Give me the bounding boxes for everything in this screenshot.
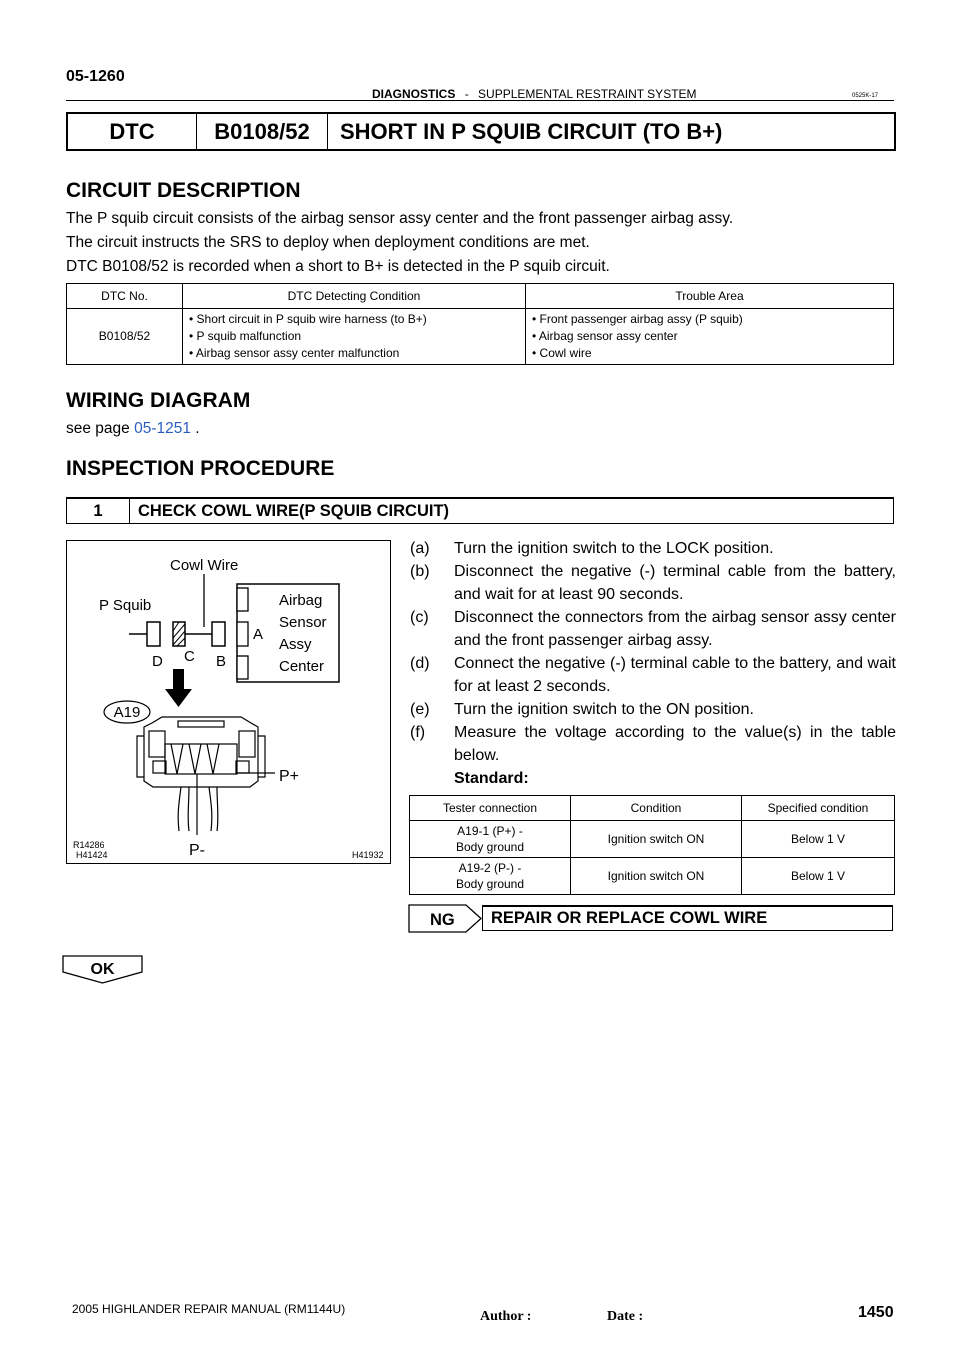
step-text: Disconnect the connectors from the airbag sensor assy center and the front passenger airbag assy.	[454, 609, 896, 649]
step-item	[410, 560, 896, 606]
arrow-down-icon	[165, 669, 192, 707]
see-page-suffix: .	[190, 420, 200, 437]
conn-line-1: A19-1 (P+) -	[457, 824, 523, 838]
cowl-connector-b	[212, 622, 225, 646]
area-item: • Airbag sensor assy center	[532, 329, 678, 343]
terminal-b-label: B	[216, 653, 227, 670]
conn-line-2: Body ground	[455, 840, 525, 854]
ref-code-2: H41424	[76, 850, 108, 860]
step-item	[410, 606, 896, 652]
author-date-line	[480, 1309, 643, 1325]
table-row	[67, 309, 894, 365]
step-item	[410, 537, 896, 560]
airbag-label-2: Sensor	[279, 614, 327, 631]
circuit-line-3: DTC B0108/52 is recorded when a short to B+ is detected in the P squib circuit.	[66, 258, 610, 275]
condition-item: • P squib malfunction	[189, 329, 302, 343]
circuit-line-1: The P squib circuit consists of the airbag sensor assy center and the front passenger airbag assy.	[66, 210, 734, 227]
section-subtitle: SUPPLEMENTAL RESTRAINT SYSTEM	[478, 87, 697, 101]
conn-line-2: Body ground	[455, 877, 525, 891]
p-plus-label: P+	[279, 768, 300, 785]
area-item: • Cowl wire	[532, 346, 592, 360]
dtc-title: SHORT IN P SQUIB CIRCUIT (TO B+)	[340, 118, 723, 144]
ng-label: NG	[430, 911, 455, 929]
airbag-label-1: Airbag	[279, 592, 323, 609]
condition-item: • Airbag sensor assy center malfunction	[189, 346, 400, 360]
page-code: 05-1260	[66, 68, 125, 85]
condition-item: • Short circuit in P squib wire harness (to B+)	[189, 312, 427, 326]
page-number: 1450	[858, 1304, 894, 1321]
p-minus-label: P-	[189, 842, 205, 859]
step-key: (e)	[410, 701, 430, 718]
step-number: 1	[67, 499, 130, 523]
step-text: Turn the ignition switch to the LOCK position.	[454, 540, 774, 557]
area-item: • Front passenger airbag assy (P squib)	[532, 312, 743, 326]
dtc-table	[66, 283, 894, 365]
step-key: (a)	[410, 540, 430, 557]
table-header-row	[410, 796, 895, 821]
procedure-steps	[410, 537, 896, 790]
dtc-code: B0108/52	[197, 114, 328, 149]
airbag-connector-a	[237, 622, 248, 646]
inspection-procedure-heading: INSPECTION PROCEDURE	[66, 457, 335, 480]
p-squib-label: P Squib	[99, 597, 152, 614]
header-rule	[66, 100, 894, 101]
step-text: Disconnect the negative (-) terminal cable from the battery, and wait for at least 90 seconds.	[454, 563, 896, 603]
ref-code-3: H41932	[352, 850, 384, 860]
conditions-cell	[183, 309, 526, 365]
wiring-diagram-heading: WIRING DIAGRAM	[66, 389, 251, 412]
circuit-description-heading: CIRCUIT DESCRIPTION	[66, 179, 301, 202]
terminal-c-label: C	[184, 648, 195, 665]
col-dtc-no: DTC No.	[67, 284, 183, 309]
step-text: Connect the negative (-) terminal cable to the battery, and wait for at least 2 seconds.	[454, 655, 896, 695]
conn-line-1: A19-2 (P-) -	[458, 861, 522, 875]
col-trouble-area: Trouble Area	[526, 284, 894, 309]
table-header-row	[67, 284, 894, 309]
p-squib-connector-d	[147, 622, 160, 646]
doc-code: 0525K-17	[852, 93, 879, 99]
condition-cell: Ignition switch ON	[571, 821, 742, 858]
table-row	[410, 858, 895, 895]
author-label: Author :	[480, 1309, 532, 1324]
col-condition: Condition	[571, 796, 742, 821]
connector-id-label: A19	[113, 704, 141, 721]
col-specified-condition: Specified condition	[742, 796, 895, 821]
circuit-line-2: The circuit instructs the SRS to deploy when deployment conditions are met.	[66, 234, 590, 251]
spec-cell: Below 1 V	[742, 858, 895, 895]
terminal-a-label: A	[253, 626, 264, 643]
tester-connection-cell	[410, 821, 571, 858]
step-item	[410, 721, 896, 767]
ng-arrow	[408, 903, 484, 934]
areas-cell	[526, 309, 894, 365]
page-link[interactable]: 05-1251	[134, 420, 191, 437]
standard-label: Standard:	[454, 770, 529, 787]
step-key: (b)	[410, 563, 430, 580]
dtc-header-box	[66, 112, 896, 151]
step-item	[410, 652, 896, 698]
see-page-line	[66, 420, 200, 438]
terminal-d-label: D	[152, 653, 163, 670]
condition-cell: Ignition switch ON	[571, 858, 742, 895]
dtc-no-cell: B0108/52	[67, 309, 183, 365]
section-title: DIAGNOSTICS	[372, 87, 456, 101]
see-page-prefix: see page	[66, 420, 135, 437]
ref-code-1: R14286	[73, 840, 105, 850]
table-row	[410, 821, 895, 858]
spec-table	[409, 795, 895, 895]
section-header	[372, 87, 697, 101]
ok-label: OK	[90, 961, 115, 978]
tester-connection-cell	[410, 858, 571, 895]
step-item	[410, 698, 896, 721]
manual-footer: 2005 HIGHLANDER REPAIR MANUAL (RM1144U)	[72, 1302, 346, 1316]
date-label: Date :	[606, 1309, 644, 1324]
step-1-box	[66, 497, 894, 524]
step-key: (d)	[410, 655, 430, 672]
spec-cell: Below 1 V	[742, 821, 895, 858]
cowl-wire-label: Cowl Wire	[170, 557, 239, 574]
col-tester-connection: Tester connection	[410, 796, 571, 821]
step-text: Measure the voltage according to the value(s) in the table below.	[454, 724, 896, 764]
step-key: (f)	[410, 724, 426, 741]
dtc-label: DTC	[68, 114, 197, 149]
connector-face-drawing	[137, 717, 265, 831]
col-detecting-condition: DTC Detecting Condition	[183, 284, 526, 309]
connector-diagram	[66, 540, 391, 864]
ok-arrow	[61, 954, 145, 986]
section-dash: -	[464, 87, 469, 101]
step-key: (c)	[410, 609, 429, 626]
step-text: Turn the ignition switch to the ON position.	[454, 701, 754, 718]
airbag-label-3: Assy	[279, 636, 312, 653]
ng-action-box: REPAIR OR REPLACE COWL WIRE	[482, 905, 893, 931]
step-title: CHECK COWL WIRE(P SQUIB CIRCUIT)	[138, 501, 450, 520]
airbag-label-4: Center	[279, 658, 325, 675]
